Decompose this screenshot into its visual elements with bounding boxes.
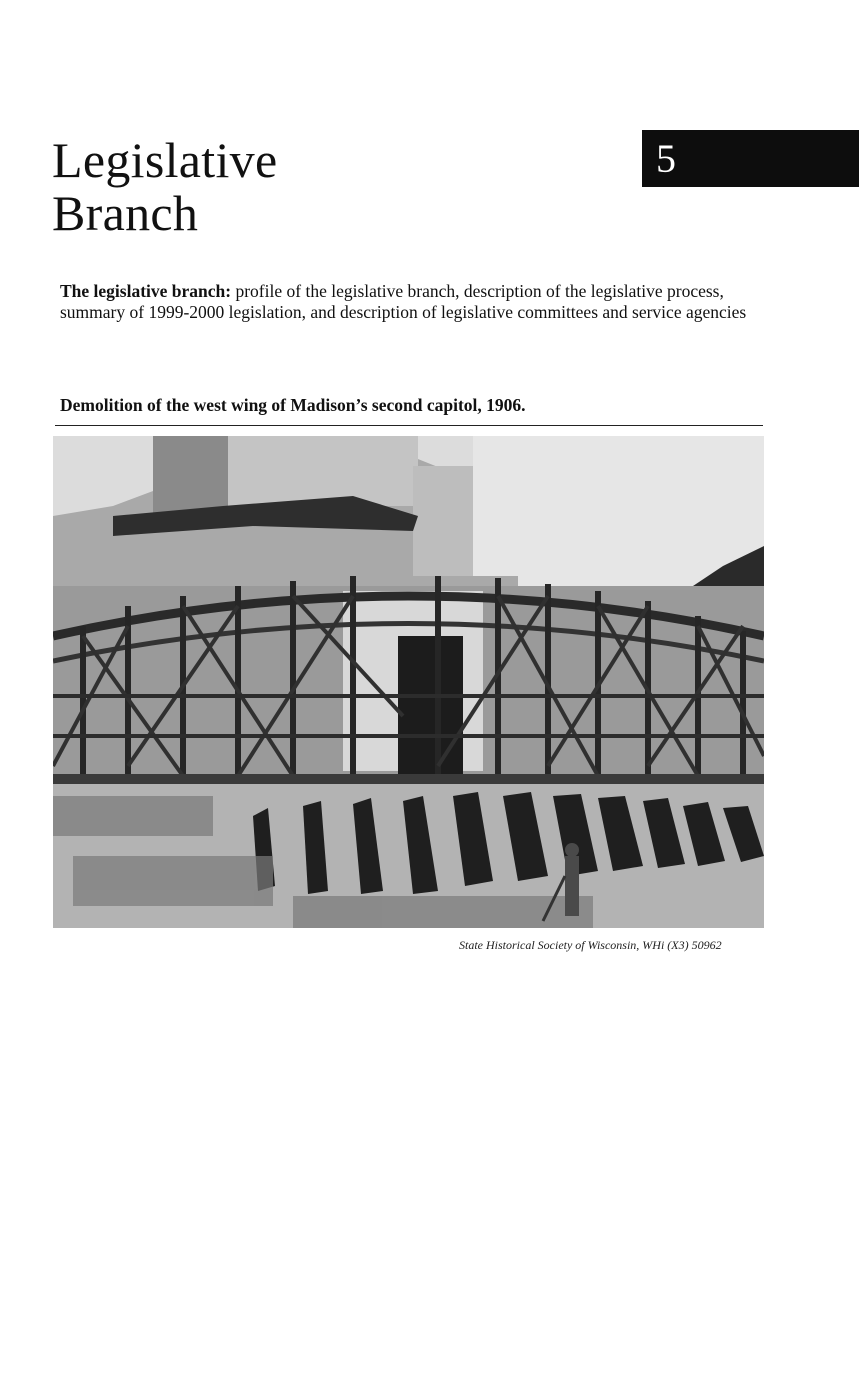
chapter-number: 5 bbox=[656, 136, 676, 181]
chapter-summary bbox=[60, 281, 780, 323]
chapter-title-line-2: Branch bbox=[52, 185, 199, 241]
figure-caption: Demolition of the west wing of Madison’s second capitol, 1906. bbox=[60, 395, 526, 415]
chapter-title-line-1: Legislative bbox=[52, 132, 278, 188]
photo-credit: State Historical Society of Wisconsin, WHi (X3) 50962 bbox=[459, 938, 722, 952]
caption-rule bbox=[55, 425, 763, 426]
summary-lead: The legislative branch: bbox=[60, 281, 232, 301]
chapter-number-tab bbox=[642, 130, 859, 187]
chapter-title bbox=[52, 134, 277, 240]
demolition-photo bbox=[53, 436, 764, 928]
summary-text: profile of the legislative branch, description of the legislative process, summary of 1999-2000 legislation, and description of legislative committees and service agencies bbox=[60, 281, 747, 322]
